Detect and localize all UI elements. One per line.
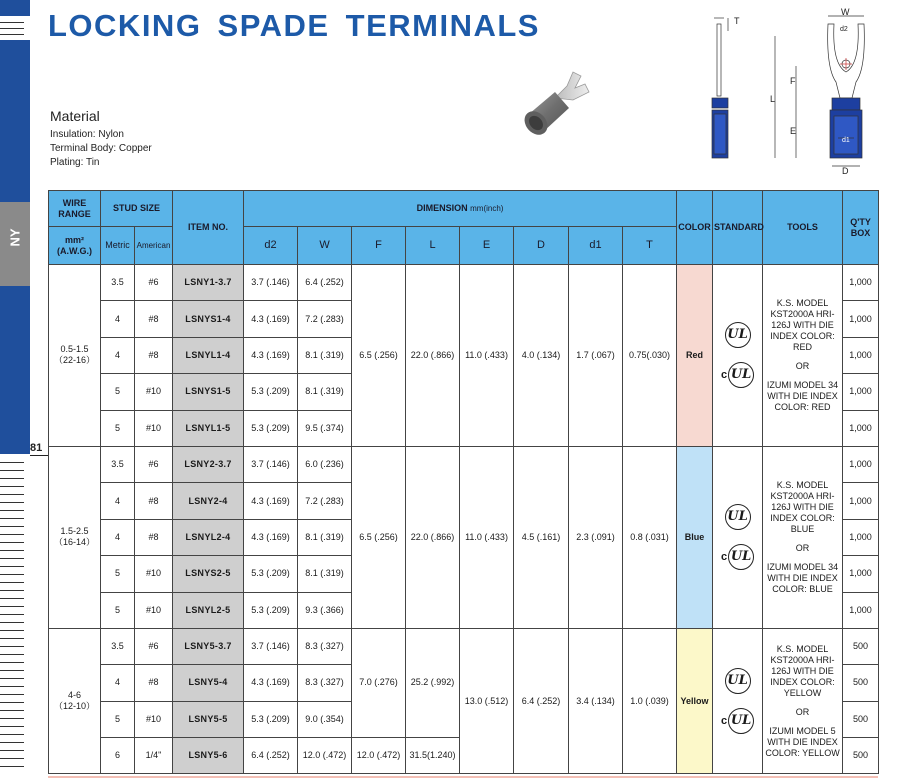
material-body: Terminal Body: Copper xyxy=(50,143,152,154)
dim-label-d1: d1 xyxy=(842,137,850,144)
header-f: F xyxy=(352,227,406,265)
header-qty-box: Q'TY BOX xyxy=(843,191,879,265)
c-mark: c xyxy=(720,714,728,727)
metric-cell: 5 xyxy=(101,592,135,628)
standard-cell xyxy=(713,446,763,628)
wire-range-cell xyxy=(49,446,101,628)
metric-cell: 4 xyxy=(101,337,135,373)
american-cell: #10 xyxy=(135,556,173,592)
american-cell: #6 xyxy=(135,446,173,482)
w-cell: 8.1 (.319) xyxy=(298,374,352,410)
american-cell: #10 xyxy=(135,410,173,446)
wire-awg: （22-16） xyxy=(53,355,96,366)
header-metric: Metric xyxy=(101,227,135,265)
tools-top: K.S. MODEL KST2000A HRI-126J WITH DIE INDEX COLOR: BLUE xyxy=(770,479,835,534)
qty-cell: 1,000 xyxy=(843,556,879,592)
header-w: W xyxy=(298,227,352,265)
w-cell: 6.0 (.236) xyxy=(298,446,352,482)
item-cell[interactable]: LSNYS1-5 xyxy=(173,374,244,410)
header-dimension-unit: mm(inch) xyxy=(470,204,504,213)
material-insulation: Insulation: Nylon xyxy=(50,129,124,140)
d2-cell: 5.3 (.209) xyxy=(244,556,298,592)
dim-label-d2: d2 xyxy=(840,26,848,33)
metric-cell: 4 xyxy=(101,519,135,555)
ul-mark-icon: UL xyxy=(728,544,754,570)
t-cell: 1.0 (.039) xyxy=(623,628,677,774)
qty-cell: 1,000 xyxy=(843,337,879,373)
tools-cell xyxy=(763,265,843,447)
wire-range: 4-6 xyxy=(67,690,81,701)
d-cell: 4.5 (.161) xyxy=(514,446,569,628)
item-cell[interactable]: LSNYL2-5 xyxy=(173,592,244,628)
c-mark: c xyxy=(720,368,728,381)
page-number-rule xyxy=(30,455,48,456)
d2-cell: 4.3 (.169) xyxy=(244,519,298,555)
d2-cell: 3.7 (.146) xyxy=(244,446,298,482)
item-cell[interactable]: LSNY5-4 xyxy=(173,665,244,701)
american-cell: #10 xyxy=(135,374,173,410)
ul-mark-icon: UL xyxy=(725,668,751,694)
header-d2: d2 xyxy=(244,227,298,265)
metric-cell: 4 xyxy=(101,483,135,519)
tools-top: K.S. MODEL KST2000A HRI-126J WITH DIE INDEX COLOR: YELLOW xyxy=(770,643,835,698)
wire-awg: （16-14） xyxy=(53,537,96,548)
american-cell: #8 xyxy=(135,519,173,555)
d2-cell: 3.7 (.146) xyxy=(244,628,298,664)
d2-cell: 5.3 (.209) xyxy=(244,410,298,446)
qty-cell: 1,000 xyxy=(843,374,879,410)
metric-cell: 4 xyxy=(101,301,135,337)
american-cell: #8 xyxy=(135,665,173,701)
terminal-product-photo xyxy=(515,66,595,140)
item-cell[interactable]: LSNY5-3.7 xyxy=(173,628,244,664)
american-cell: #8 xyxy=(135,483,173,519)
w-cell: 8.1 (.319) xyxy=(298,556,352,592)
ul-mark-icon: UL xyxy=(725,504,751,530)
w-cell: 12.0 (.472) xyxy=(298,738,352,774)
item-cell[interactable]: LSNYL2-4 xyxy=(173,519,244,555)
l-cell: 25.2 (.992) xyxy=(406,628,460,737)
d2-cell: 4.3 (.169) xyxy=(244,483,298,519)
cul-mark-icon xyxy=(721,544,754,570)
f-cell: 7.0 (.276) xyxy=(352,628,406,737)
item-cell[interactable]: LSNYL1-5 xyxy=(173,410,244,446)
metric-cell: 3.5 xyxy=(101,628,135,664)
dim-label-l: L xyxy=(770,94,776,104)
american-cell: 1/4" xyxy=(135,738,173,774)
header-d1: d1 xyxy=(569,227,623,265)
wire-range: 1.5-2.5 xyxy=(60,526,89,537)
cul-mark-icon xyxy=(721,708,754,734)
tools-cell xyxy=(763,628,843,774)
dim-label-f: F xyxy=(790,76,796,86)
d-cell: 6.4 (.252) xyxy=(514,628,569,774)
color-cell-blue: Blue xyxy=(677,446,713,628)
qty-cell: 1,000 xyxy=(843,410,879,446)
w-cell: 9.5 (.374) xyxy=(298,410,352,446)
w-cell: 7.2 (.283) xyxy=(298,483,352,519)
metric-cell: 4 xyxy=(101,665,135,701)
wire-range: 0.5-1.5 xyxy=(60,344,89,355)
qty-cell: 1,000 xyxy=(843,265,879,301)
metric-cell: 3.5 xyxy=(101,265,135,301)
item-cell[interactable]: LSNYS2-5 xyxy=(173,556,244,592)
wire-range-cell xyxy=(49,628,101,774)
qty-cell: 1,000 xyxy=(843,483,879,519)
tools-or: OR xyxy=(795,706,810,717)
qty-cell: 1,000 xyxy=(843,519,879,555)
tools-cell xyxy=(763,446,843,628)
l-cell: 31.5(1.240) xyxy=(406,738,460,774)
w-cell: 6.4 (.252) xyxy=(298,265,352,301)
dim-label-w: W xyxy=(841,7,850,17)
header-e: E xyxy=(460,227,514,265)
wire-range-cell xyxy=(49,265,101,447)
metric-cell: 5 xyxy=(101,410,135,446)
item-cell[interactable]: LSNY5-5 xyxy=(173,701,244,737)
table-row xyxy=(49,446,879,482)
spec-table xyxy=(48,190,879,774)
american-cell: #8 xyxy=(135,301,173,337)
d2-cell: 6.4 (.252) xyxy=(244,738,298,774)
tools-bottom: IZUMI MODEL 34 WITH DIE INDEX COLOR: BLUE xyxy=(766,561,839,594)
page-number: 81 xyxy=(30,442,43,454)
page-title: LOCKING SPADE TERMINALS xyxy=(48,8,540,43)
header-wire-awg: (A.W.G.) xyxy=(57,245,92,256)
e-cell: 11.0 (.433) xyxy=(460,446,514,628)
metric-cell: 5 xyxy=(101,556,135,592)
d1-cell: 1.7 (.067) xyxy=(569,265,623,447)
item-cell[interactable]: LSNY2-4 xyxy=(173,483,244,519)
item-cell[interactable]: LSNY2-3.7 xyxy=(173,446,244,482)
qty-cell: 500 xyxy=(843,738,879,774)
header-t: T xyxy=(623,227,677,265)
tools-or: OR xyxy=(795,542,810,553)
qty-cell: 1,000 xyxy=(843,446,879,482)
d2-cell: 5.3 (.209) xyxy=(244,374,298,410)
bottom-decoration xyxy=(48,776,878,778)
header-wire-unit xyxy=(49,227,101,265)
header-dimension-label: DIMENSION xyxy=(416,203,468,213)
side-band-lower xyxy=(0,286,30,454)
d2-cell: 4.3 (.169) xyxy=(244,301,298,337)
american-cell: #10 xyxy=(135,592,173,628)
w-cell: 9.3 (.366) xyxy=(298,592,352,628)
w-cell: 8.3 (.327) xyxy=(298,628,352,664)
material-plating: Plating: Tin xyxy=(50,157,100,168)
american-cell: #8 xyxy=(135,337,173,373)
table-row xyxy=(49,265,879,301)
header-stud-size: STUD SIZE xyxy=(101,191,173,227)
table-row xyxy=(49,628,879,664)
header-wire-unit-mm: mm² xyxy=(64,234,84,245)
metric-cell: 3.5 xyxy=(101,446,135,482)
color-cell-yellow: Yellow xyxy=(677,628,713,774)
w-cell: 8.1 (.319) xyxy=(298,337,352,373)
metric-cell: 5 xyxy=(101,374,135,410)
d-cell: 4.0 (.134) xyxy=(514,265,569,447)
f-cell: 6.5 (.256) xyxy=(352,265,406,447)
qty-cell: 500 xyxy=(843,701,879,737)
w-cell: 8.1 (.319) xyxy=(298,519,352,555)
t-cell: 0.8 (.031) xyxy=(623,446,677,628)
d1-cell: 2.3 (.091) xyxy=(569,446,623,628)
wire-awg: （12-10） xyxy=(53,701,96,712)
c-mark: c xyxy=(720,550,728,563)
metric-cell: 6 xyxy=(101,738,135,774)
header-item-no: ITEM NO. xyxy=(173,191,244,265)
d2-cell: 5.3 (.209) xyxy=(244,701,298,737)
material-heading: Material xyxy=(50,108,100,124)
american-cell: #6 xyxy=(135,628,173,664)
side-band-top xyxy=(0,0,30,16)
tools-bottom: IZUMI MODEL 5 WITH DIE INDEX COLOR: YELLOW xyxy=(765,725,840,758)
standard-cell xyxy=(713,265,763,447)
qty-cell: 500 xyxy=(843,665,879,701)
header-wire-range: WIRE RANGE xyxy=(49,191,101,227)
metric-cell: 5 xyxy=(101,701,135,737)
header-d: D xyxy=(514,227,569,265)
ul-mark-icon: UL xyxy=(725,322,751,348)
d2-cell: 3.7 (.146) xyxy=(244,265,298,301)
material-section xyxy=(50,108,152,170)
header-l: L xyxy=(406,227,460,265)
t-cell: 0.75(.030) xyxy=(623,265,677,447)
item-cell[interactable]: LSNY1-3.7 xyxy=(173,265,244,301)
american-cell: #6 xyxy=(135,265,173,301)
d2-cell: 5.3 (.209) xyxy=(244,592,298,628)
l-cell: 22.0 (.866) xyxy=(406,265,460,447)
dim-label-e: E xyxy=(790,126,797,136)
d2-cell: 4.3 (.169) xyxy=(244,337,298,373)
dim-label-t: T xyxy=(734,16,740,26)
f-cell: 6.5 (.256) xyxy=(352,446,406,628)
header-dimension xyxy=(244,191,677,227)
header-american: American xyxy=(135,227,173,265)
item-cell[interactable]: LSNYS1-4 xyxy=(173,301,244,337)
l-cell: 22.0 (.866) xyxy=(406,446,460,628)
tools-or: OR xyxy=(795,360,810,371)
item-cell[interactable]: LSNYL1-4 xyxy=(173,337,244,373)
d2-cell: 4.3 (.169) xyxy=(244,665,298,701)
w-cell: 7.2 (.283) xyxy=(298,301,352,337)
terminal-dimension-drawing xyxy=(700,6,870,176)
standard-cell xyxy=(713,628,763,774)
w-cell: 9.0 (.354) xyxy=(298,701,352,737)
side-band-upper xyxy=(0,40,30,202)
d1-cell: 3.4 (.134) xyxy=(569,628,623,774)
color-cell-red: Red xyxy=(677,265,713,447)
ul-mark-icon: UL xyxy=(728,362,754,388)
qty-cell: 1,000 xyxy=(843,301,879,337)
qty-cell: 500 xyxy=(843,628,879,664)
f-cell: 12.0 (.472) xyxy=(352,738,406,774)
w-cell: 8.3 (.327) xyxy=(298,665,352,701)
american-cell: #10 xyxy=(135,701,173,737)
tools-bottom: IZUMI MODEL 34 WITH DIE INDEX COLOR: RED xyxy=(766,379,839,412)
side-ruler xyxy=(0,0,30,782)
e-cell: 11.0 (.433) xyxy=(460,265,514,447)
cul-mark-icon xyxy=(721,362,754,388)
side-tab-label[interactable]: NY xyxy=(7,228,23,247)
ul-mark-icon: UL xyxy=(728,708,754,734)
header-standard: STANDARD xyxy=(713,191,763,265)
e-cell: 13.0 (.512) xyxy=(460,628,514,774)
header-color: COLOR xyxy=(677,191,713,265)
item-cell[interactable]: LSNY5-6 xyxy=(173,738,244,774)
dim-label-d: D xyxy=(842,166,849,176)
qty-cell: 1,000 xyxy=(843,592,879,628)
tools-top: K.S. MODEL KST2000A HRI-126J WITH DIE INDEX COLOR: RED xyxy=(770,297,835,352)
header-tools: TOOLS xyxy=(763,191,843,265)
